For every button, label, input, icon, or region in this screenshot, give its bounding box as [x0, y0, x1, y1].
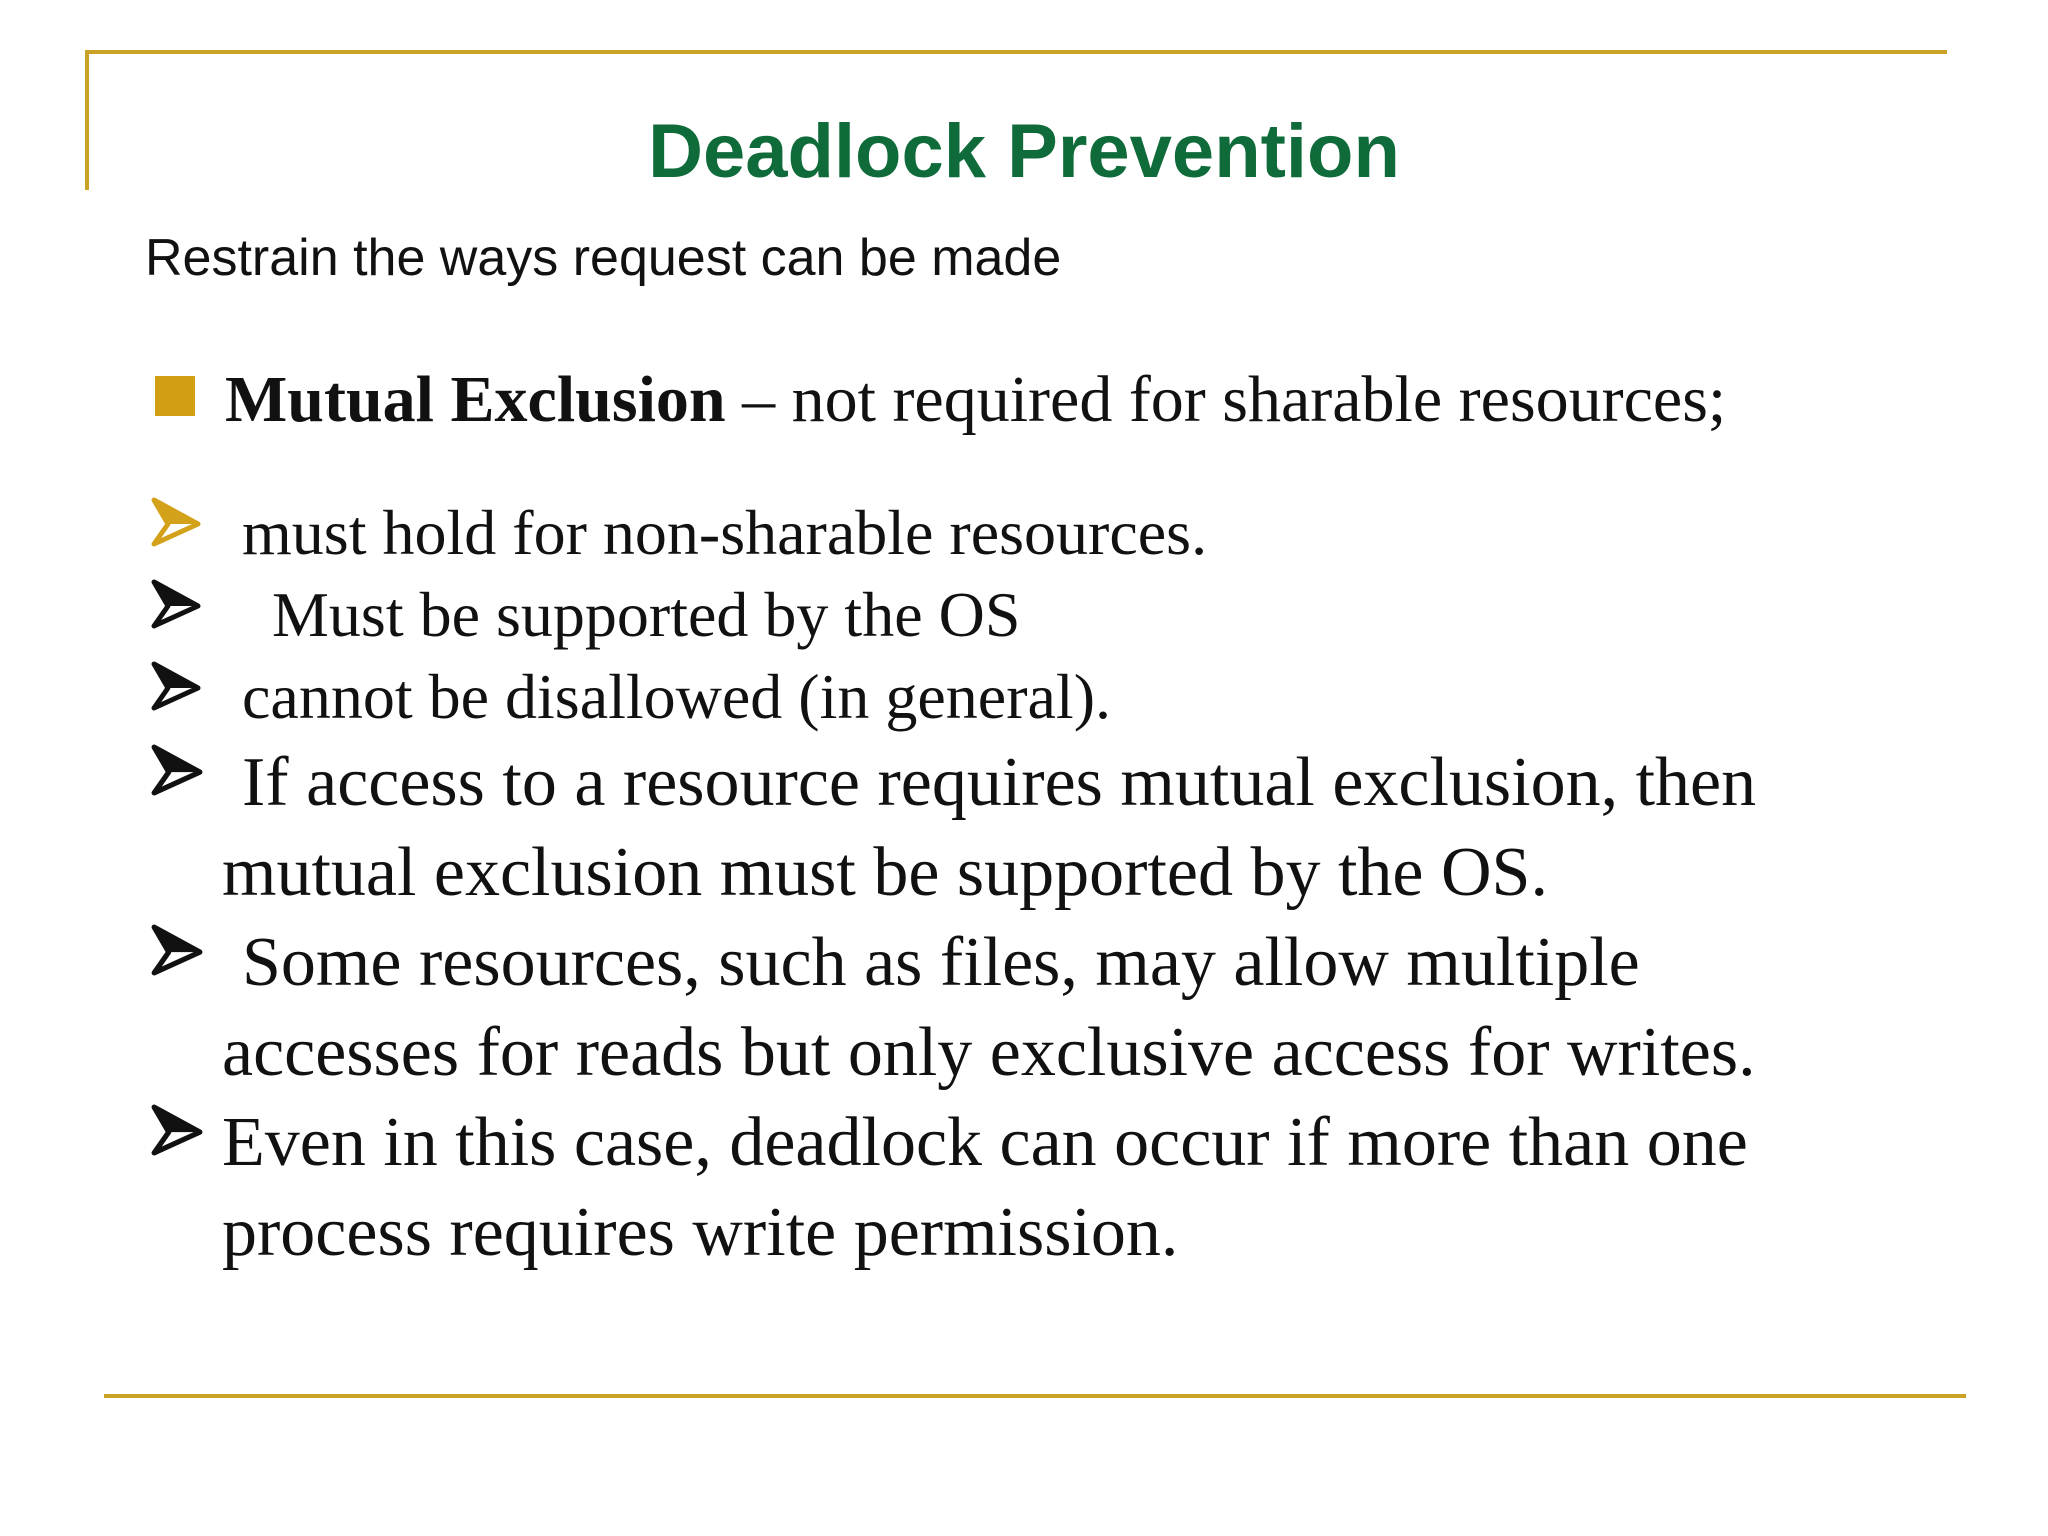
arrowhead-bullet-icon: [150, 492, 208, 552]
sub-bullet-text: Must be supported by the OS: [272, 579, 1021, 650]
list-item: [150, 1098, 1930, 1278]
sub-bullet-text: cannot be disallowed (in general).: [242, 661, 1111, 732]
list-item: [150, 492, 1930, 574]
list-item: [150, 918, 1930, 1098]
arrowhead-bullet-icon: [150, 738, 208, 798]
sub-bullet-text-line1: If access to a resource requires mutual exclusion, then: [242, 744, 1757, 821]
main-bullet: [155, 362, 1726, 438]
main-bullet-rest: – not required for sharable resources;: [725, 363, 1727, 436]
list-item: [150, 738, 1930, 918]
list-item: [150, 656, 1930, 738]
sub-bullet-text-line1: Some resources, such as files, may allow multiple: [242, 924, 1640, 1001]
main-bullet-text: [225, 362, 1726, 438]
bottom-rule: [104, 1394, 1966, 1398]
sub-bullet-text-line2: process requires write permission.: [222, 1194, 1179, 1271]
sub-bullet-text-line2: mutual exclusion must be supported by the OS.: [222, 834, 1548, 911]
square-bullet-icon: [155, 376, 195, 416]
arrowhead-bullet-icon: [150, 1098, 208, 1158]
arrowhead-bullet-icon: [150, 918, 208, 978]
sub-bullet-text-line2: accesses for reads but only exclusive access for writes.: [222, 1014, 1756, 1091]
slide-subtitle: Restrain the ways request can be made: [145, 229, 1062, 287]
main-bullet-bold: Mutual Exclusion: [225, 363, 726, 436]
arrowhead-bullet-icon: [150, 656, 208, 716]
arrowhead-bullet-icon: [150, 574, 208, 634]
sub-bullet-list: [150, 492, 1930, 1278]
sub-bullet-text: must hold for non-sharable resources.: [242, 497, 1208, 568]
sub-bullet-text-line1: Even in this case, deadlock can occur if more than one: [222, 1104, 1748, 1181]
list-item: [150, 574, 1930, 656]
top-rule: [85, 50, 1947, 54]
slide-title: Deadlock Prevention: [648, 109, 1400, 194]
